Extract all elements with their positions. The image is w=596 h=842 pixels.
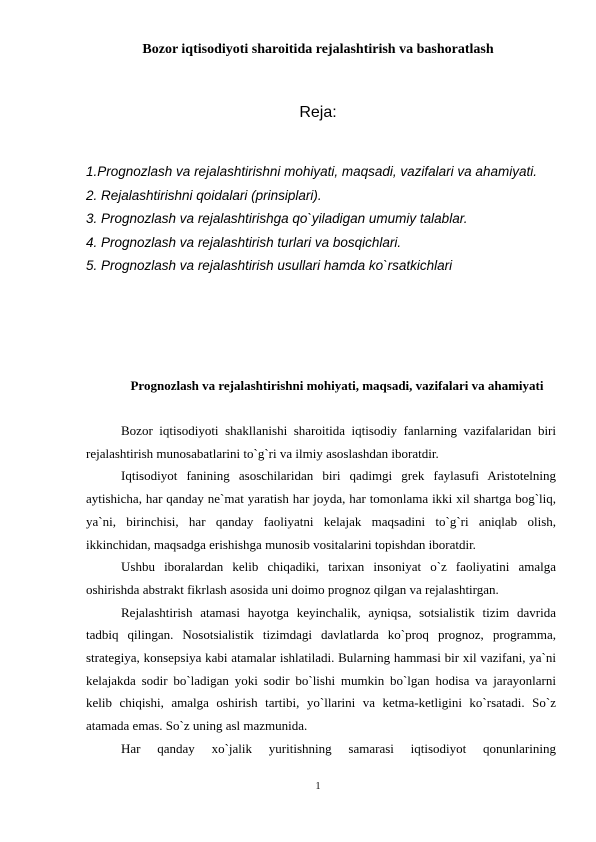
- body-text: [86, 420, 556, 761]
- paragraph: Bozor iqtisodiyoti shakllanishi sharoitida iqtisodiy fanlarning vazifalaridan biri rejalashtirish munosabatlarini to`g`ri va ilmiy asoslashdan iboratdir.: [86, 423, 556, 461]
- document-title: Bozor iqtisodiyoti sharoitida rejalashtirish va bashoratlash: [142, 42, 494, 57]
- plan-item: 1.Prognozlash va rejalashtirishni mohiyati, maqsadi, vazifalari va ahamiyati.: [86, 164, 537, 179]
- paragraph: Rejalashtirish atamasi hayotga keyinchalik, ayniqsa, sotsialistik tizim davrida tadbiq qilingan. Nosotsialistik tizimdagi davlatlarda ko`proq prognoz, programma, strategiya, konsepsiya kabi atamalar ishlatiladi. Bularning hammasi bir xil vazifani, ya`ni kelajakda sodir bo`ladigan yoki sodir bo`lishi mumkin bo`lgan hodisa va jarayonlarni kelib chiqishi, amalga oshirish tartibi, yo`llarini va ketma-ketligini ko`rsatadi. So`z atamada emas. So`z uning asl mazmunida.: [86, 604, 556, 734]
- section-heading: Prognozlash va rejalashtirishni mohiyati, maqsadi, vazifalari va ahamiyati: [130, 378, 544, 393]
- paragraph: Har qanday xo`jalik yuritishning samarasi iqtisodiyot qonunlarining: [121, 740, 556, 756]
- paragraph: Iqtisodiyot fanining asoschilaridan biri qadimgi grek faylasufi Aristotelning aytishicha, har qanday ne`mat yaratish har joyda, har tomonlama ikki xil shartga bog`liq, ya`ni, birinchisi, har qanday faoliyatni kelajak maqsadini to`g`ri aniqlab olish, ikkinchidan, maqsadga erishishga munosib vositalarini topishdan iboratdir.: [86, 468, 556, 552]
- plan-heading: Reja:: [299, 104, 337, 121]
- page-number: 1: [315, 781, 321, 792]
- plan-item: 3. Prognozlash va rejalashtirishga qo`yiladigan umumiy talablar.: [86, 211, 468, 226]
- plan-item: 5. Prognozlash va rejalashtirish usullari hamda ko`rsatkichlari: [86, 258, 453, 273]
- plan-item: 4. Prognozlash va rejalashtirish turlari va bosqichlari.: [86, 234, 402, 250]
- paragraph: Ushbu iboralardan kelib chiqadiki, tarixan insoniyat o`z faoliyatini amalga oshirishda abstrakt fikrlash asosida uni doimo prognoz qilgan va rejalashtirgan.: [86, 559, 556, 597]
- plan-list: [86, 160, 556, 278]
- plan-item: 2. Rejalashtirishni qoidalari (prinsiplari).: [86, 187, 322, 203]
